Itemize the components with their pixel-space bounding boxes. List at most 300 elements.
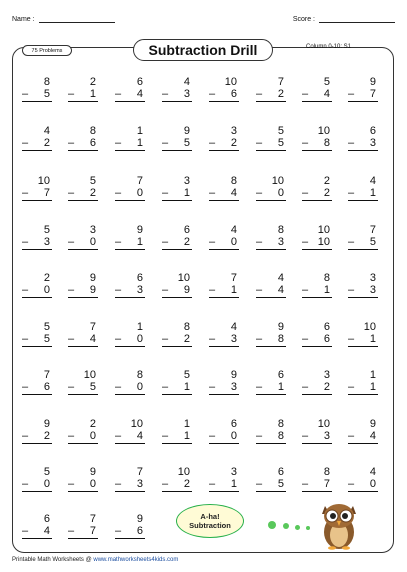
subtraction-problem[interactable] (162, 366, 192, 404)
subtraction-problem[interactable] (68, 122, 98, 160)
subtrahend-line (115, 430, 143, 442)
answer-line (256, 101, 286, 102)
subtrahend: 1 (136, 236, 143, 248)
minus-sign-icon: – (68, 381, 75, 393)
subtraction-problem[interactable] (162, 122, 192, 160)
minuend: 9 (183, 125, 190, 137)
subtrahend: 0 (43, 478, 50, 490)
subtrahend: 0 (136, 333, 143, 345)
subtrahend-line (348, 88, 376, 100)
name-input-line[interactable] (39, 13, 115, 23)
subtrahend: 8 (277, 333, 284, 345)
subtrahend: 2 (183, 333, 190, 345)
minus-sign-icon: – (115, 88, 122, 100)
minuend: 4 (369, 466, 376, 478)
answer-line (22, 538, 52, 539)
subtraction-problem[interactable] (302, 366, 332, 404)
answer-line (348, 150, 378, 151)
minuend: 6 (277, 466, 284, 478)
answer-line (162, 443, 192, 444)
subtraction-problem[interactable] (22, 172, 52, 210)
subtrahend-line (68, 187, 96, 199)
subtraction-problem[interactable] (68, 415, 98, 453)
subtrahend: 9 (89, 284, 96, 296)
minus-sign-icon: – (115, 430, 122, 442)
answer-line (115, 249, 145, 250)
subtraction-problem[interactable] (115, 463, 145, 501)
answer-line (256, 200, 286, 201)
answer-line (22, 297, 52, 298)
subtraction-problem[interactable] (115, 366, 145, 404)
minus-sign-icon: – (22, 430, 29, 442)
minuend: 9 (369, 418, 376, 430)
subtrahend-line (115, 284, 143, 296)
subtrahend-line (209, 478, 237, 490)
minus-sign-icon: – (209, 333, 216, 345)
answer-line (302, 297, 332, 298)
problem-row (12, 366, 394, 406)
minuend: 7 (136, 175, 143, 187)
subtraction-problem[interactable] (115, 221, 145, 259)
minuend: 7 (43, 369, 50, 381)
subtraction-problem[interactable] (209, 172, 239, 210)
subtraction-problem[interactable] (256, 463, 286, 501)
minuend: 9 (230, 369, 237, 381)
answer-line (68, 297, 98, 298)
minuend: 10 (83, 369, 96, 381)
subtrahend-line (68, 525, 96, 537)
answer-line (209, 101, 239, 102)
subtraction-problem[interactable] (209, 73, 239, 111)
minuend: 8 (277, 224, 284, 236)
score-field (293, 13, 395, 23)
bubble-line-2: Subtraction (189, 521, 231, 530)
minus-sign-icon: – (115, 478, 122, 490)
minus-sign-icon: – (68, 284, 75, 296)
subtrahend-line (162, 137, 190, 149)
minuend: 2 (43, 272, 50, 284)
minuend: 8 (43, 76, 50, 88)
subtrahend: 5 (369, 236, 376, 248)
subtrahend-line (68, 430, 96, 442)
minuend: 10 (177, 466, 190, 478)
subtrahend: 4 (230, 187, 237, 199)
subtrahend: 6 (89, 137, 96, 149)
minuend: 2 (89, 76, 96, 88)
subtrahend-line (68, 236, 96, 248)
minus-sign-icon: – (115, 525, 122, 537)
subtrahend: 4 (136, 430, 143, 442)
subtraction-problem[interactable] (162, 415, 192, 453)
subtrahend: 6 (323, 333, 330, 345)
minus-sign-icon: – (22, 88, 29, 100)
name-label: Name : (12, 16, 35, 23)
subtrahend: 0 (89, 478, 96, 490)
subtrahend-line (209, 137, 237, 149)
subtrahend: 2 (43, 430, 50, 442)
minuend: 8 (323, 466, 330, 478)
subtrahend-line (68, 137, 96, 149)
subtraction-problem[interactable] (348, 366, 378, 404)
minus-sign-icon: – (302, 478, 309, 490)
minus-sign-icon: – (68, 478, 75, 490)
answer-line (256, 443, 286, 444)
subtrahend: 0 (230, 430, 237, 442)
subtrahend-line (115, 137, 143, 149)
answer-line (22, 491, 52, 492)
answer-line (348, 101, 378, 102)
subtraction-problem[interactable] (256, 73, 286, 111)
subtrahend-line (22, 430, 50, 442)
subtraction-problem[interactable] (256, 221, 286, 259)
minus-sign-icon: – (115, 187, 122, 199)
minuend: 8 (89, 125, 96, 137)
answer-line (348, 491, 378, 492)
subtrahend: 3 (369, 137, 376, 149)
subtraction-problem[interactable] (22, 318, 52, 356)
answer-line (162, 491, 192, 492)
answer-line (302, 346, 332, 347)
minus-sign-icon: – (348, 430, 355, 442)
worksheet-title: Subtraction Drill (133, 39, 273, 61)
answer-line (68, 346, 98, 347)
subtraction-problem[interactable] (68, 73, 98, 111)
minuend: 4 (230, 321, 237, 333)
subtrahend-line (162, 284, 190, 296)
minus-sign-icon: – (302, 430, 309, 442)
subtrahend-line (22, 525, 50, 537)
minuend: 6 (277, 369, 284, 381)
answer-line (209, 443, 239, 444)
subtrahend: 2 (183, 236, 190, 248)
subtraction-problem[interactable] (348, 172, 378, 210)
subtrahend-line (302, 284, 330, 296)
answer-line (209, 200, 239, 201)
subtrahend: 4 (369, 430, 376, 442)
subtrahend-line (22, 478, 50, 490)
column-tag: Column 0-10: S1 (306, 44, 352, 50)
subtrahend: 3 (277, 236, 284, 248)
subtrahend-line (256, 284, 284, 296)
minuend: 7 (230, 272, 237, 284)
subtraction-problem[interactable] (115, 172, 145, 210)
minus-sign-icon: – (22, 137, 29, 149)
answer-line (22, 200, 52, 201)
subtrahend: 0 (136, 381, 143, 393)
subtraction-problem[interactable] (115, 73, 145, 111)
subtraction-problem[interactable] (256, 172, 286, 210)
answer-line (68, 443, 98, 444)
minuend: 5 (43, 321, 50, 333)
subtraction-problem[interactable] (348, 318, 378, 356)
subtraction-problem[interactable] (348, 122, 378, 160)
minus-sign-icon: – (302, 284, 309, 296)
problem-row (12, 415, 394, 455)
minuend: 7 (89, 513, 96, 525)
minuend: 8 (277, 418, 284, 430)
subtrahend: 7 (323, 478, 330, 490)
problem-row (12, 172, 394, 212)
subtrahend-line (348, 187, 376, 199)
minus-sign-icon: – (162, 333, 169, 345)
subtrahend-line (302, 88, 330, 100)
subtraction-problem[interactable] (348, 221, 378, 259)
subtrahend-line (22, 284, 50, 296)
minuend: 3 (230, 125, 237, 137)
subtraction-problem[interactable] (22, 122, 52, 160)
subtrahend-line (302, 333, 330, 345)
subtraction-problem[interactable] (22, 463, 52, 501)
subtrahend: 4 (323, 88, 330, 100)
subtraction-problem[interactable] (162, 172, 192, 210)
minuend: 8 (183, 321, 190, 333)
answer-line (115, 394, 145, 395)
answer-line (209, 346, 239, 347)
subtraction-problem[interactable] (68, 510, 98, 548)
subtrahend: 0 (277, 187, 284, 199)
subtrahend: 3 (369, 284, 376, 296)
minus-sign-icon: – (348, 137, 355, 149)
minuend: 10 (317, 418, 330, 430)
subtraction-problem[interactable] (256, 122, 286, 160)
subtrahend: 0 (230, 236, 237, 248)
subtrahend-line (256, 381, 284, 393)
minuend: 6 (43, 513, 50, 525)
subtraction-problem[interactable] (68, 463, 98, 501)
subtrahend: 7 (43, 187, 50, 199)
subtraction-problem[interactable] (302, 415, 332, 453)
minuend: 9 (89, 466, 96, 478)
subtraction-problem[interactable] (115, 122, 145, 160)
subtraction-problem[interactable] (348, 269, 378, 307)
subtrahend: 0 (369, 478, 376, 490)
subtraction-problem[interactable] (162, 221, 192, 259)
minuend: 3 (369, 272, 376, 284)
subtraction-problem[interactable] (256, 269, 286, 307)
minus-sign-icon: – (302, 137, 309, 149)
subtrahend-line (348, 137, 376, 149)
subtrahend-line (209, 187, 237, 199)
subtraction-problem[interactable] (115, 318, 145, 356)
subtrahend: 2 (183, 478, 190, 490)
answer-line (302, 150, 332, 151)
minuend: 10 (317, 125, 330, 137)
minus-sign-icon: – (115, 137, 122, 149)
answer-line (115, 491, 145, 492)
minuend: 5 (43, 224, 50, 236)
answer-line (209, 150, 239, 151)
minus-sign-icon: – (209, 430, 216, 442)
subtrahend-line (68, 381, 96, 393)
answer-line (68, 150, 98, 151)
answer-line (302, 101, 332, 102)
subtraction-problem[interactable] (209, 415, 239, 453)
subtrahend: 1 (277, 381, 284, 393)
subtrahend-line (162, 236, 190, 248)
subtraction-problem[interactable] (302, 122, 332, 160)
minus-sign-icon: – (162, 478, 169, 490)
subtraction-problem[interactable] (22, 269, 52, 307)
subtraction-problem[interactable] (68, 366, 98, 404)
minuend: 10 (177, 272, 190, 284)
answer-line (115, 297, 145, 298)
minus-sign-icon: – (256, 430, 263, 442)
name-field (12, 13, 115, 23)
subtraction-problem[interactable] (115, 510, 145, 548)
subtrahend-line (162, 187, 190, 199)
answer-line (302, 394, 332, 395)
subtraction-problem[interactable] (302, 269, 332, 307)
minuend: 6 (323, 321, 330, 333)
subtrahend: 2 (230, 137, 237, 149)
minus-sign-icon: – (115, 381, 122, 393)
answer-line (22, 346, 52, 347)
subtraction-problem[interactable] (162, 463, 192, 501)
minuend: 1 (183, 418, 190, 430)
minuend: 10 (130, 418, 143, 430)
minuend: 3 (230, 466, 237, 478)
subtrahend: 5 (89, 381, 96, 393)
answer-line (162, 150, 192, 151)
header-fields (12, 13, 395, 29)
subtraction-problem[interactable] (302, 318, 332, 356)
subtraction-problem[interactable] (209, 366, 239, 404)
subtraction-problem[interactable] (348, 415, 378, 453)
subtraction-problem[interactable] (256, 366, 286, 404)
answer-line (209, 394, 239, 395)
minuend: 7 (89, 321, 96, 333)
subtrahend-line (115, 381, 143, 393)
minuend: 6 (230, 418, 237, 430)
minuend: 7 (369, 224, 376, 236)
score-input-line[interactable] (319, 13, 395, 23)
minus-sign-icon: – (68, 430, 75, 442)
answer-line (302, 200, 332, 201)
subtraction-problem[interactable] (68, 221, 98, 259)
subtrahend: 3 (323, 430, 330, 442)
minus-sign-icon: – (256, 236, 263, 248)
subtraction-problem[interactable] (302, 463, 332, 501)
minus-sign-icon: – (209, 381, 216, 393)
minuend: 4 (43, 125, 50, 137)
subtrahend: 1 (183, 430, 190, 442)
subtraction-problem[interactable] (22, 415, 52, 453)
minus-sign-icon: – (22, 187, 29, 199)
minus-sign-icon: – (256, 187, 263, 199)
minus-sign-icon: – (22, 381, 29, 393)
subtraction-problem[interactable] (209, 269, 239, 307)
subtraction-problem[interactable] (302, 221, 332, 259)
subtrahend: 6 (230, 88, 237, 100)
answer-line (162, 297, 192, 298)
minus-sign-icon: – (348, 478, 355, 490)
minuend: 9 (43, 418, 50, 430)
minus-sign-icon: – (68, 525, 75, 537)
subtrahend-line (115, 187, 143, 199)
subtraction-problem[interactable] (115, 269, 145, 307)
minuend: 3 (183, 175, 190, 187)
minus-sign-icon: – (348, 381, 355, 393)
subtrahend: 3 (230, 381, 237, 393)
subtrahend-line (256, 478, 284, 490)
minus-sign-icon: – (256, 381, 263, 393)
subtraction-problem[interactable] (22, 73, 52, 111)
speech-bubble (176, 504, 244, 538)
subtraction-problem[interactable] (68, 172, 98, 210)
subtraction-problem[interactable] (302, 73, 332, 111)
subtraction-problem[interactable] (22, 221, 52, 259)
subtrahend-line (22, 137, 50, 149)
minus-sign-icon: – (302, 187, 309, 199)
subtraction-problem[interactable] (209, 122, 239, 160)
subtrahend-line (209, 381, 237, 393)
subtrahend: 6 (43, 381, 50, 393)
subtrahend-line (68, 88, 96, 100)
answer-line (115, 346, 145, 347)
subtrahend-line (209, 284, 237, 296)
answer-line (348, 443, 378, 444)
subtraction-problem[interactable] (256, 415, 286, 453)
minuend: 7 (136, 466, 143, 478)
thought-dot (268, 521, 276, 529)
footer-url[interactable]: www.mathworksheets4kids.com (93, 557, 179, 563)
subtraction-problem[interactable] (162, 318, 192, 356)
score-label: Score : (292, 16, 315, 23)
subtraction-problem[interactable] (348, 463, 378, 501)
minuend: 4 (277, 272, 284, 284)
answer-line (348, 394, 378, 395)
thought-dot (283, 523, 289, 529)
subtraction-problem[interactable] (22, 510, 52, 548)
answer-line (68, 249, 98, 250)
subtraction-problem[interactable] (209, 318, 239, 356)
subtraction-problem[interactable] (256, 318, 286, 356)
minus-sign-icon: – (22, 236, 29, 248)
subtrahend-line (162, 430, 190, 442)
minuend: 9 (136, 513, 143, 525)
answer-line (162, 101, 192, 102)
subtraction-problem[interactable] (302, 172, 332, 210)
subtrahend-line (68, 284, 96, 296)
subtraction-problem[interactable] (162, 73, 192, 111)
answer-line (256, 394, 286, 395)
subtraction-problem[interactable] (162, 269, 192, 307)
minuend: 9 (89, 272, 96, 284)
answer-line (209, 491, 239, 492)
subtrahend-line (302, 381, 330, 393)
subtrahend-line (22, 333, 50, 345)
subtraction-problem[interactable] (348, 73, 378, 111)
subtraction-problem[interactable] (68, 318, 98, 356)
subtraction-problem[interactable] (209, 463, 239, 501)
subtrahend: 6 (136, 525, 143, 537)
subtrahend-line (162, 88, 190, 100)
subtraction-problem[interactable] (209, 221, 239, 259)
minus-sign-icon: – (115, 236, 122, 248)
subtraction-problem[interactable] (22, 366, 52, 404)
minus-sign-icon: – (256, 137, 263, 149)
subtrahend: 1 (369, 381, 376, 393)
minuend: 6 (136, 76, 143, 88)
subtraction-problem[interactable] (68, 269, 98, 307)
minuend: 10 (271, 175, 284, 187)
subtrahend: 4 (89, 333, 96, 345)
minuend: 8 (230, 175, 237, 187)
subtraction-problem[interactable] (115, 415, 145, 453)
answer-line (256, 150, 286, 151)
subtrahend: 2 (43, 137, 50, 149)
subtrahend-line (162, 333, 190, 345)
